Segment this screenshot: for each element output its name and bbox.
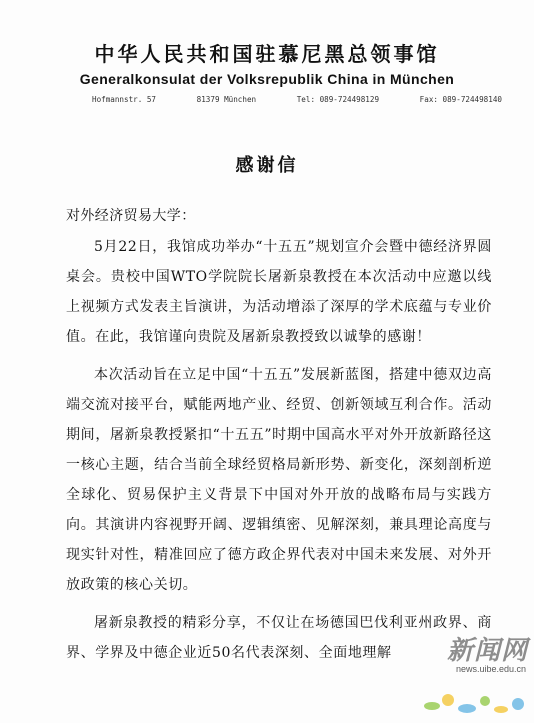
watermark-decoration-icon	[422, 684, 532, 720]
consulate-name-german: Generalkonsulat der Volksrepublik China in München	[79, 71, 455, 87]
consulate-name-chinese: 中华人民共和国驻慕尼黑总领事馆	[94, 42, 440, 66]
letterhead-contact-line	[92, 95, 502, 104]
telephone: Tel: 089-724498129	[296, 95, 380, 104]
fax: Fax: 089-724498140	[419, 95, 502, 104]
document-title: 感谢信	[235, 155, 299, 176]
paragraph-2: 本次活动旨在立足中国“十五五”发展新蓝图，搭建中德双边高端交流对接平台，赋能两地产业、经贸、创新领域互利合作。活动期间，屠新泉教授紧扣“十五五”时期中国高水平对外开放新路径这一核心主题，结合当前全球经贸格局新形势、新变化，深刻剖析逆全球化、贸易保护主义背景下中国对外开放的战略布局与实践方向。其演讲内容视野开阔、逻辑缜密、见解深刻，兼具理论高度与现实针对性，精准回应了德方政企界代表对中国未来发展、对外开放政策的核心关切。	[66, 367, 492, 593]
address-street: Hofmannstr. 57	[92, 95, 157, 104]
paragraph-1: 5月22日，我馆成功举办“十五五”规划宣介会暨中德经济界圆桌会。贵校中国WTO学院院长屠新泉教授在本次活动中应邀以线上视频方式发表主旨演讲，为活动增添了深厚的学术底蕴与专业价值。在此，我馆谨向贵院及屠新泉教授致以诚挚的感谢！	[66, 239, 492, 345]
address-postal: 81379 München	[196, 95, 257, 104]
paragraph-3: 屠新泉教授的精彩分享，不仅让在场德国巴伐利亚州政界、商界、学界及中德企业近50名代表深刻、全面地理解	[66, 615, 492, 661]
watermark-logo: 新闻网	[446, 636, 528, 666]
watermark-url: news.uibe.edu.cn	[455, 664, 526, 674]
letter-body	[66, 232, 492, 676]
salutation: 对外经济贸易大学：	[66, 208, 196, 224]
news-site-watermark	[412, 622, 534, 723]
